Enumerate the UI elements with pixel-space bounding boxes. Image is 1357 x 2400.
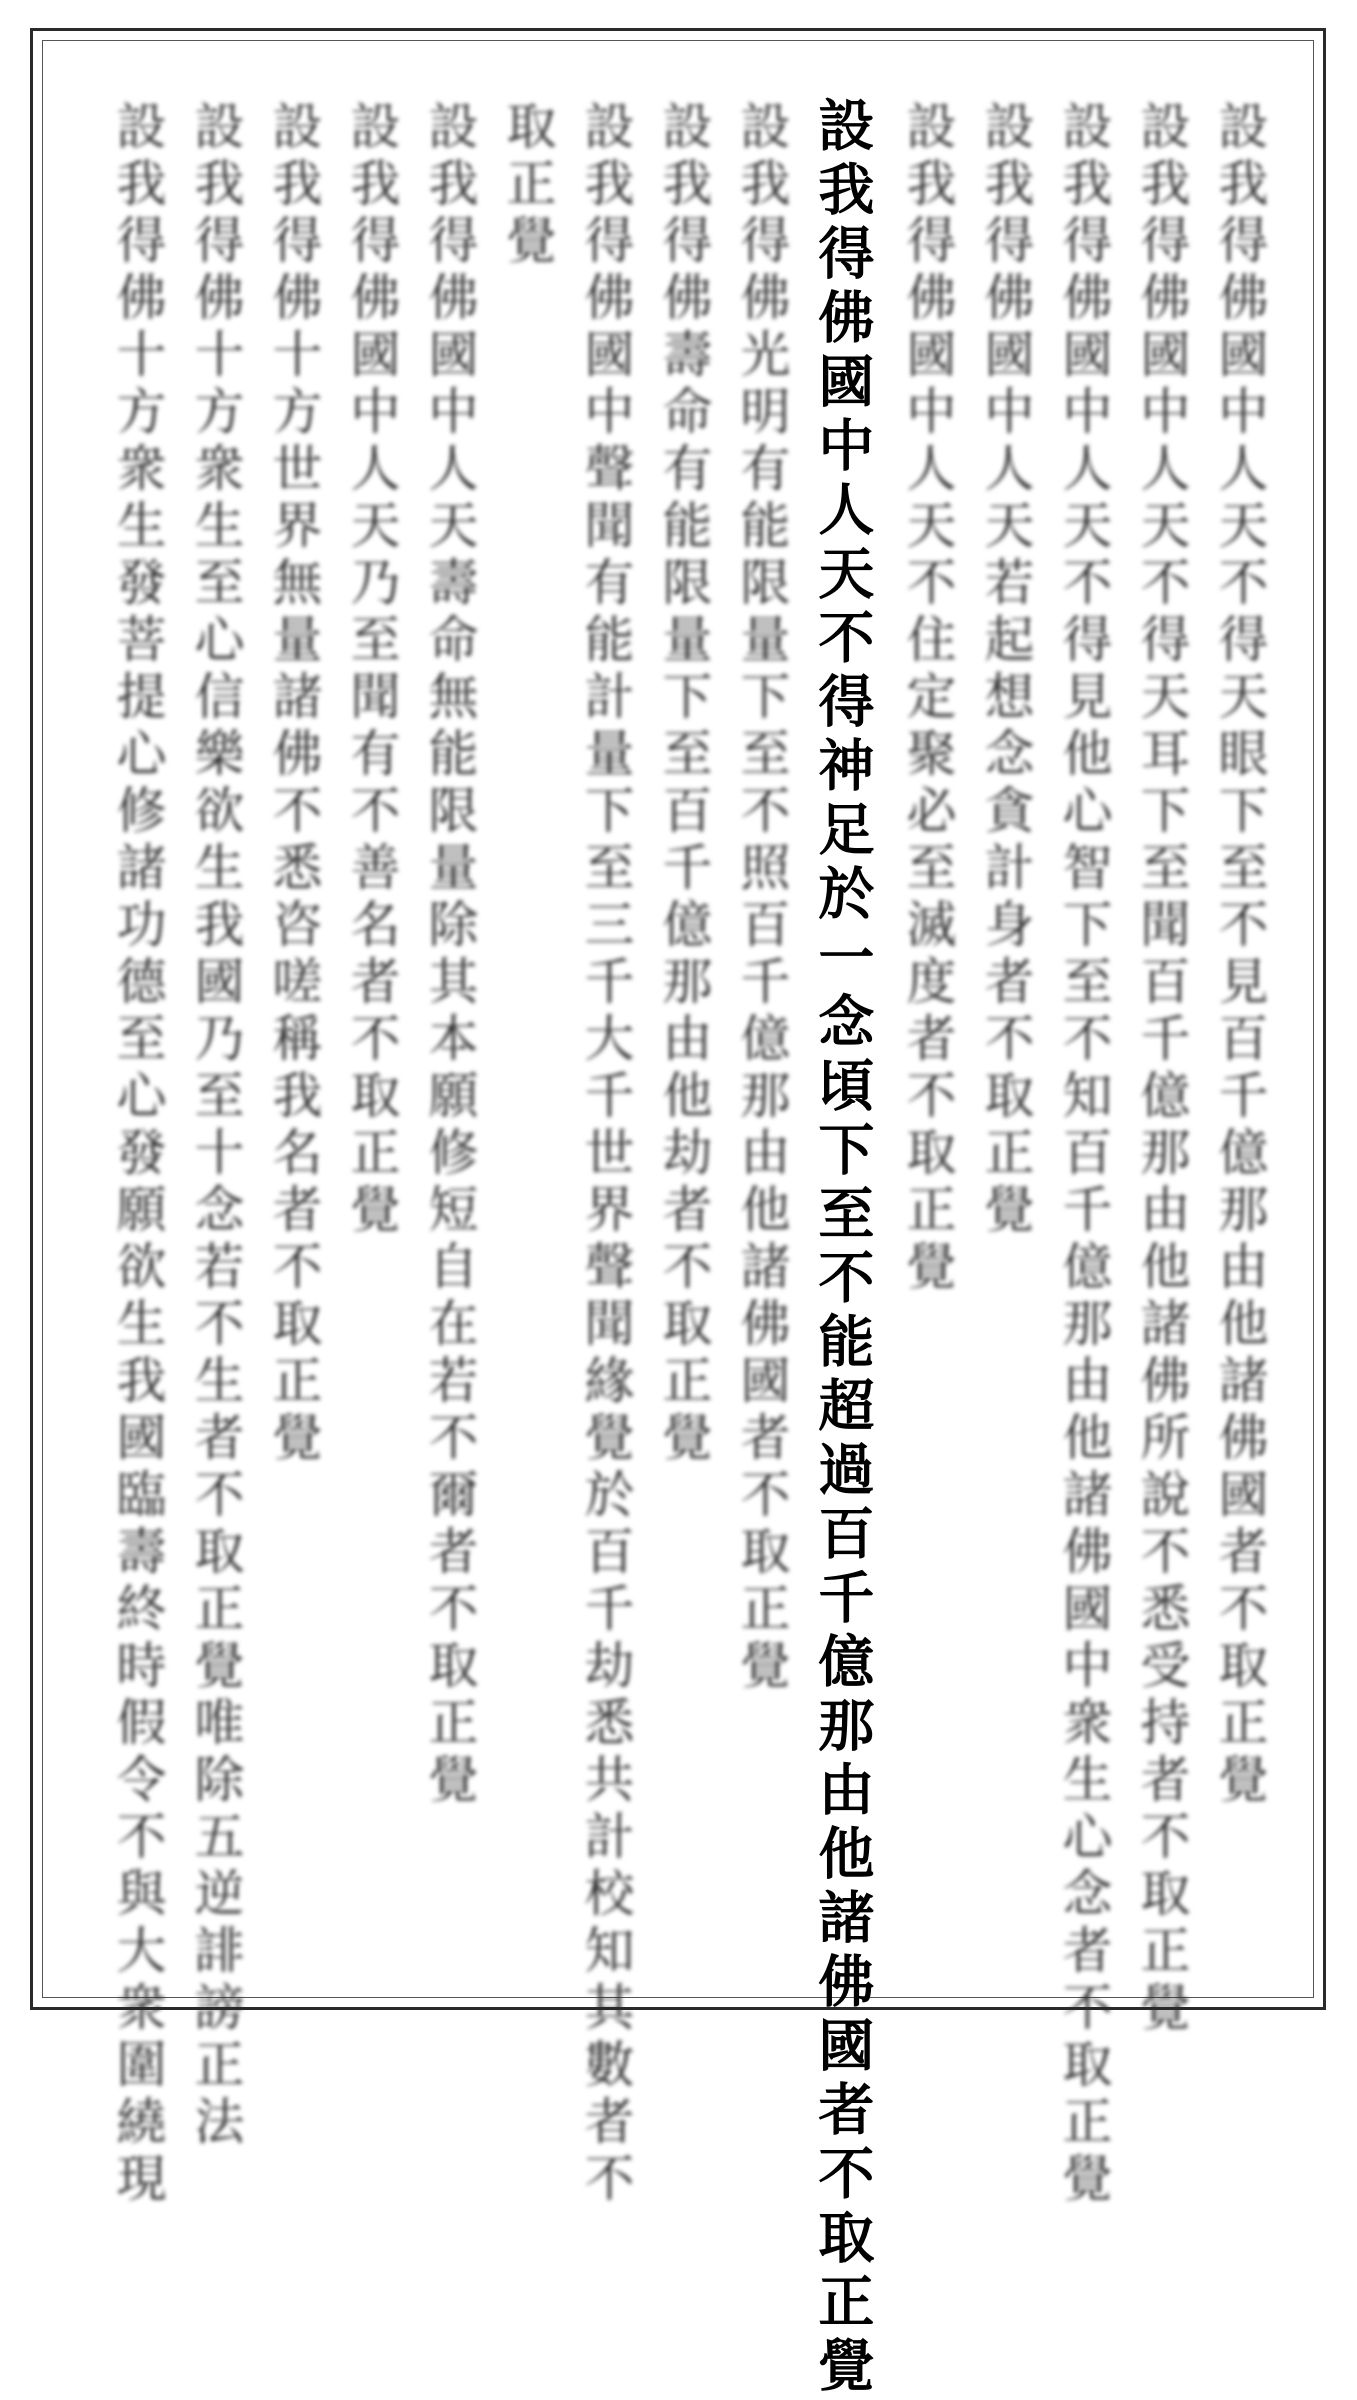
text-column-10: 取正覺 — [498, 100, 557, 271]
text-column-6-highlighted: 設我得佛國中人天不得神足於一念頃下至不能超過百千億那由他諸佛國者不取正覺 — [809, 96, 876, 2400]
text-column-9: 設我得佛國中聲聞有能計量下至三千大千世界聲聞緣覺於百千劫悉共計校知其數者不 — [576, 100, 635, 2209]
text-column-4: 設我得佛國中人天若起想念貪計身者不取正覺 — [976, 100, 1035, 1240]
text-column-12: 設我得佛國中人天乃至聞有不善名者不取正覺 — [342, 100, 401, 1240]
text-column-8: 設我得佛壽命有能限量下至百千億那由他劫者不取正覺 — [654, 100, 713, 1468]
text-column-7: 設我得佛光明有能限量下至不照百千億那由他諸佛國者不取正覺 — [732, 100, 791, 1696]
text-column-2: 設我得佛國中人天不得天耳下至聞百千億那由他諸佛所說不悉受持者不取正覺 — [1132, 100, 1191, 2038]
text-column-5: 設我得佛國中人天不住定聚必至滅度者不取正覺 — [898, 100, 957, 1297]
text-column-14: 設我得佛十方衆生至心信樂欲生我國乃至十念若不生者不取正覺唯除五逆誹謗正法 — [186, 100, 245, 2152]
text-column-1: 設我得佛國中人天不得天眼下至不見百千億那由他諸佛國者不取正覺 — [1210, 100, 1269, 1810]
text-column-11: 設我得佛國中人天壽命無能限量除其本願修短自在若不爾者不取正覺 — [420, 100, 479, 1810]
text-column-13: 設我得佛十方世界無量諸佛不悉咨嗟稱我名者不取正覺 — [264, 100, 323, 1468]
text-column-3: 設我得佛國中人天不得見他心智下至不知百千億那由他諸佛國中衆生心念者不取正覺 — [1054, 100, 1113, 2209]
text-column-15: 設我得佛十方衆生發菩提心修諸功德至心發願欲生我國臨壽終時假令不與大衆圍繞現 — [108, 100, 167, 2209]
vertical-text-page — [60, 70, 1300, 2400]
